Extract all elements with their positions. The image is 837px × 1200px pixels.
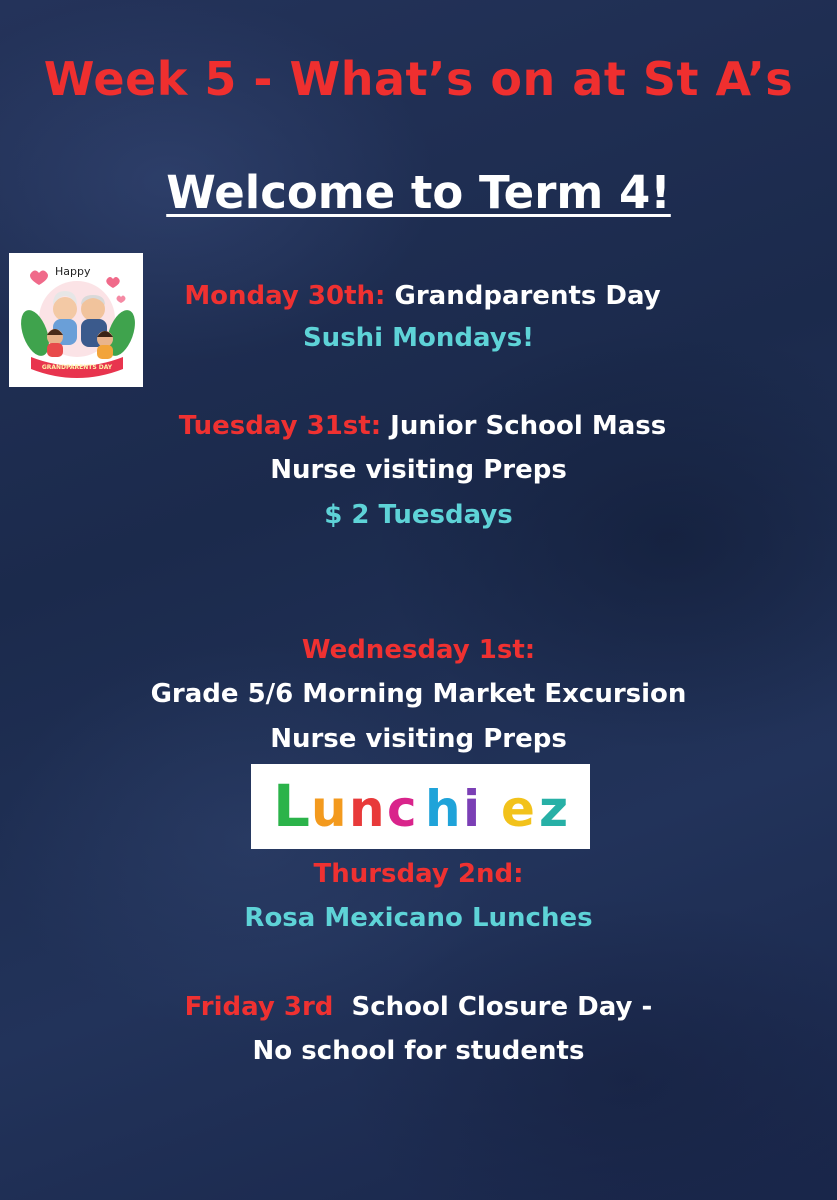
welcome-heading bbox=[0, 166, 837, 219]
lunchiez-letter: L bbox=[273, 772, 310, 840]
monday-event: Grandparents Day bbox=[394, 281, 661, 311]
page-title: Week 5 - What’s on at St A’s bbox=[43, 52, 794, 106]
tuesday-line2: Nurse visiting Preps bbox=[270, 455, 567, 485]
monday-extra: Sushi Mondays! bbox=[302, 323, 535, 353]
thursday-label: Thursday 2nd: bbox=[313, 859, 524, 889]
tuesday-row bbox=[0, 411, 837, 441]
lunchiez-letter: z bbox=[539, 780, 569, 838]
friday-row bbox=[0, 992, 837, 1022]
tuesday-event: Junior School Mass bbox=[390, 411, 667, 441]
grandparents-banner-text: GRANDPARENTS DAY bbox=[41, 364, 113, 371]
thursday-extra: Rosa Mexicano Lunches bbox=[244, 903, 593, 933]
lunchiez-letter: i bbox=[463, 780, 481, 838]
wednesday-label: Wednesday 1st: bbox=[301, 635, 536, 665]
wednesday-line2: Nurse visiting Preps bbox=[270, 724, 567, 754]
tuesday-extra: $ 2 Tuesdays bbox=[324, 500, 513, 530]
friday-line2: No school for students bbox=[252, 1036, 585, 1066]
monday-row bbox=[0, 281, 837, 311]
lunchiez-letter: c bbox=[387, 780, 417, 838]
friday-event: School Closure Day - bbox=[351, 992, 653, 1022]
grandparents-day-image bbox=[9, 253, 143, 387]
lunchiez-letter: n bbox=[349, 780, 385, 838]
lunchiez-letter: u bbox=[311, 780, 347, 838]
welcome-text: Welcome to Term 4! bbox=[166, 166, 671, 219]
lunchiez-logo bbox=[251, 764, 590, 849]
friday-label: Friday 3rd bbox=[184, 992, 334, 1022]
tuesday-label: Tuesday 31st: bbox=[178, 411, 382, 441]
lunchiez-letter: e bbox=[501, 780, 535, 838]
wednesday-line1: Grade 5/6 Morning Market Excursion bbox=[150, 679, 687, 709]
grandparents-caption: Happy bbox=[55, 265, 91, 278]
monday-label: Monday 30th: bbox=[184, 281, 386, 311]
lunchiez-letter: h bbox=[425, 780, 461, 838]
